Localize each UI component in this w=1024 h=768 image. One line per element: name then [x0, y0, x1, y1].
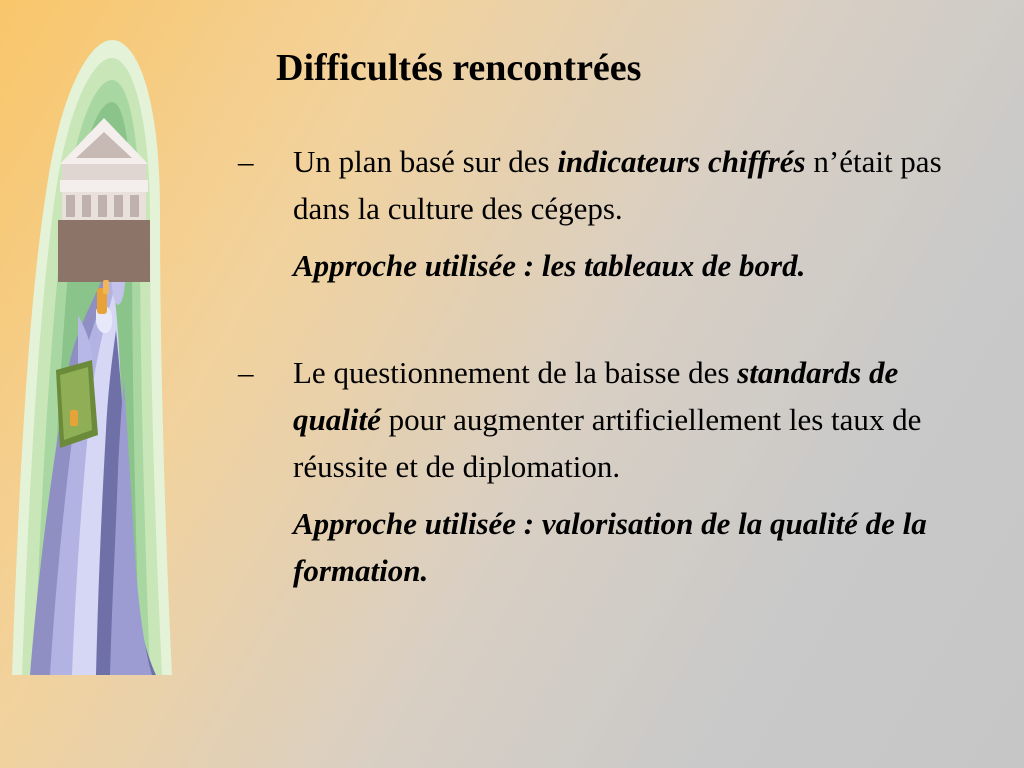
bullet-dash: – [238, 355, 254, 390]
bullet-item-quality-standards [238, 349, 968, 594]
scroll-with-institution-building-icon [0, 30, 175, 680]
text-before: Un plan basé sur des [293, 144, 558, 179]
approach-text: Approche utilisée : valorisation de la qualité de la formation. [293, 506, 927, 588]
text-after: n’était pas dans la culture des cégeps. [293, 144, 942, 226]
slide-body [238, 138, 968, 594]
approach-text: Approche utilisée : les tableaux de bord. [293, 248, 806, 283]
emphasis-text: standards de qualité [293, 355, 899, 437]
item-spacer [238, 289, 968, 349]
text-before: Le questionnement de la baisse des [293, 355, 738, 390]
emphasis-text: indicateurs chiffrés [557, 144, 806, 179]
bullet-text [293, 349, 968, 490]
bullet-item-indicators [238, 138, 968, 289]
bullet-dash: – [238, 144, 254, 179]
text-after: pour augmenter artificiellement les taux de réussite et de diplomation. [293, 402, 922, 484]
bullet-text [293, 138, 968, 232]
slide-title: Difficultés rencontrées [276, 47, 642, 89]
